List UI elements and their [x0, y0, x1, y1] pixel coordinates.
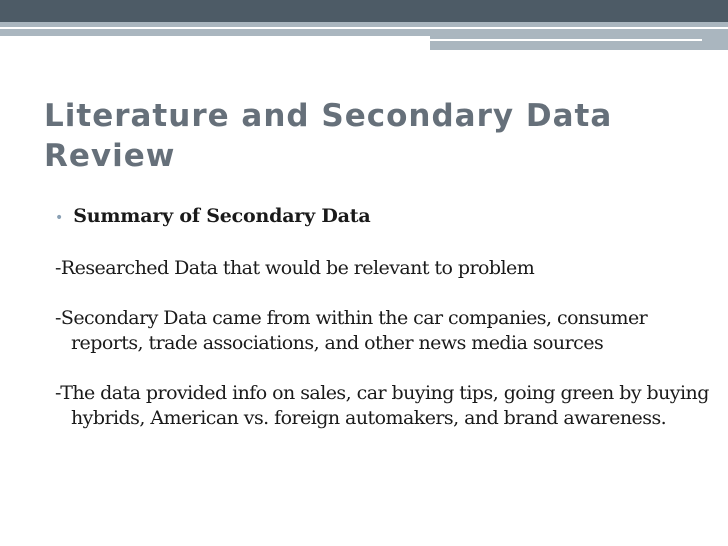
bullet-item [55, 203, 728, 229]
paragraph-3: -The data provided info on sales, car buying tips, going green by buying hybrids, American vs. foreign automakers, and brand awareness. [55, 382, 709, 429]
slide-body [0, 203, 728, 431]
paragraph-2: -Secondary Data came from within the car companies, consumer reports, trade associations, and other news media sources [55, 307, 648, 354]
slide-title: Literature and Secondary Data Review [44, 98, 613, 174]
bullet-dot-icon: • [55, 210, 64, 226]
paragraph-1: -Researched Data that would be relevant to problem [55, 257, 535, 279]
header-band-tab [430, 32, 728, 50]
bullet-text: Summary of Secondary Data [73, 205, 371, 227]
header-band-dark [0, 0, 728, 22]
